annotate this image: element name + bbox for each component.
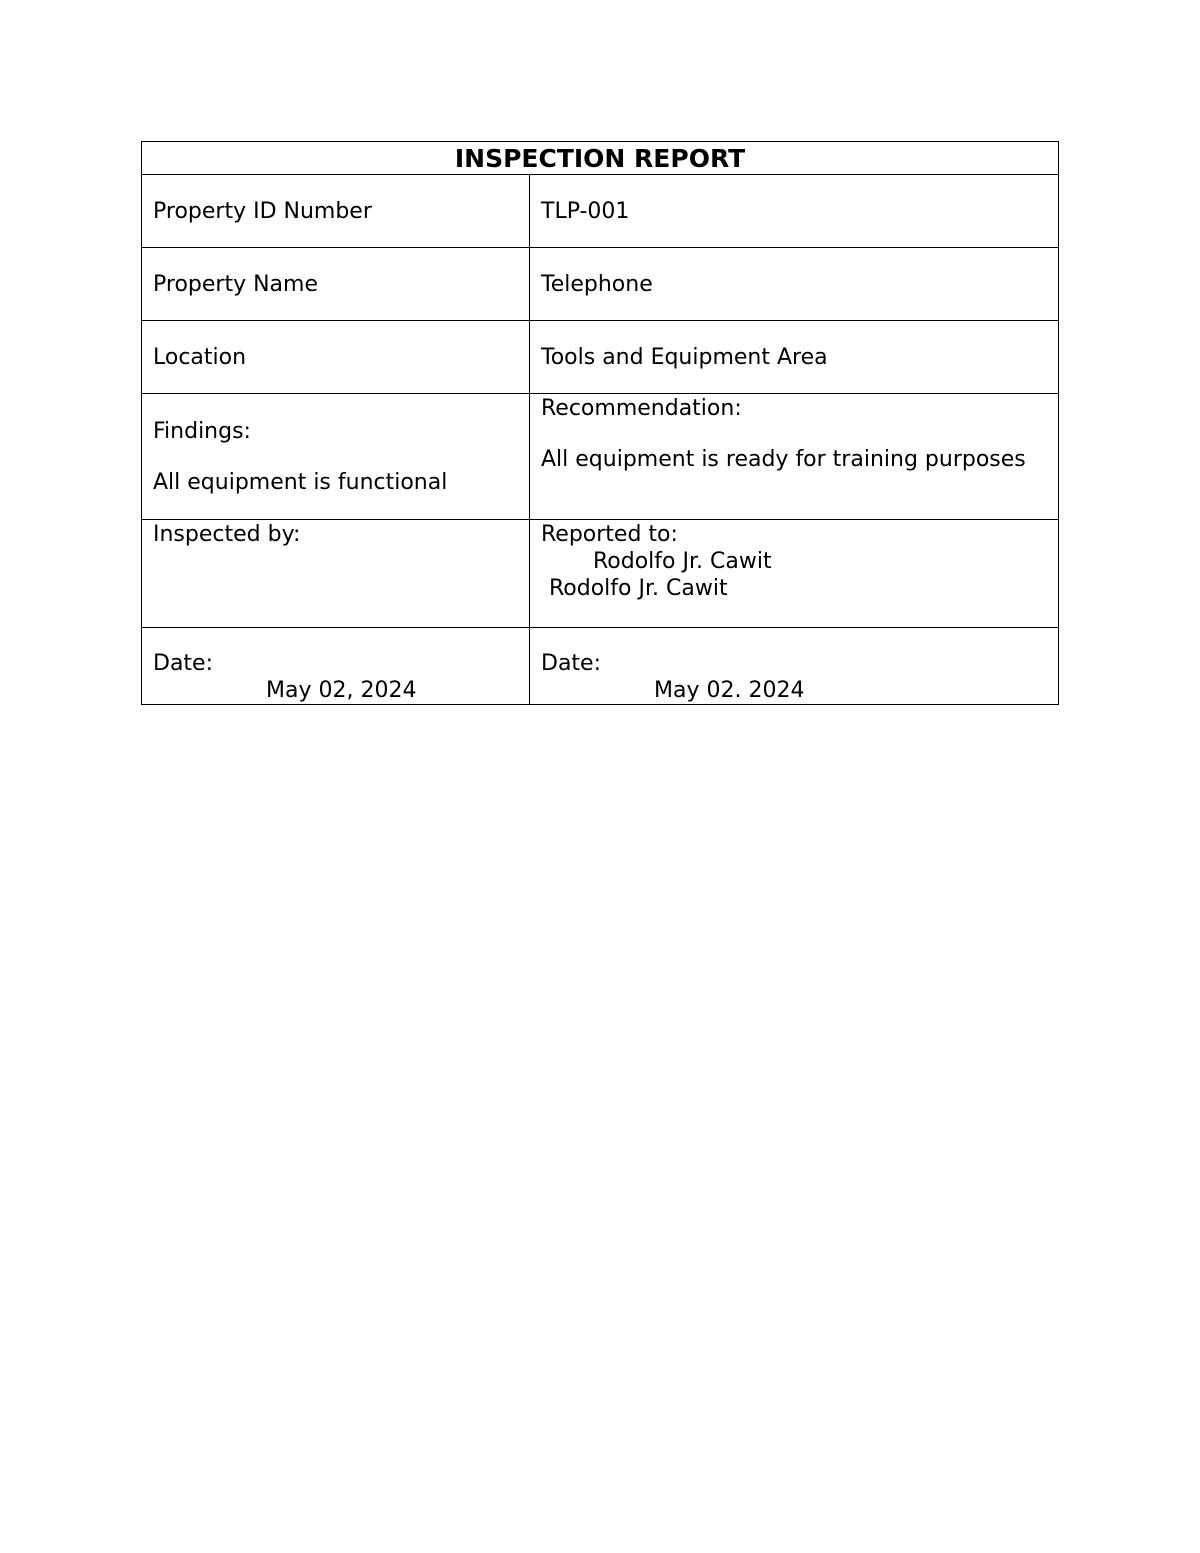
signatures-row — [142, 520, 1059, 628]
date-left-label: Date: — [153, 651, 213, 676]
property-name-value: Telephone — [530, 248, 1059, 321]
date-right-label: Date: — [541, 651, 601, 676]
findings-row — [142, 394, 1059, 520]
property-id-label: Property ID Number — [142, 175, 530, 248]
reported-to-label: Reported to: — [541, 522, 678, 547]
recommendation-label: Recommendation: — [541, 396, 742, 421]
location-label: Location — [142, 321, 530, 394]
date-right-value: May 02. 2024 — [654, 678, 805, 703]
property-name-label: Property Name — [142, 248, 530, 321]
date-right-cell — [530, 628, 1059, 705]
property-id-row — [142, 175, 1059, 248]
title-row — [142, 142, 1059, 175]
property-name-row — [142, 248, 1059, 321]
inspection-report-table — [141, 141, 1059, 705]
dates-row — [142, 628, 1059, 705]
inspected-by-cell — [142, 520, 530, 628]
location-row — [142, 321, 1059, 394]
recommendation-text: All equipment is ready for training purposes — [541, 447, 1026, 472]
reported-to-name-2: Rodolfo Jr. Cawit — [549, 576, 728, 601]
reported-to-name-1: Rodolfo Jr. Cawit — [593, 549, 772, 574]
inspected-by-label: Inspected by: — [153, 522, 301, 547]
recommendation-cell — [530, 394, 1059, 520]
findings-label: Findings: — [153, 418, 251, 444]
property-id-value: TLP-001 — [530, 175, 1059, 248]
findings-text: All equipment is functional — [153, 469, 448, 495]
reported-to-cell — [530, 520, 1059, 628]
report-title: INSPECTION REPORT — [142, 142, 1059, 175]
date-left-value: May 02, 2024 — [266, 678, 417, 703]
findings-cell — [142, 394, 530, 520]
location-value: Tools and Equipment Area — [530, 321, 1059, 394]
date-left-cell — [142, 628, 530, 705]
